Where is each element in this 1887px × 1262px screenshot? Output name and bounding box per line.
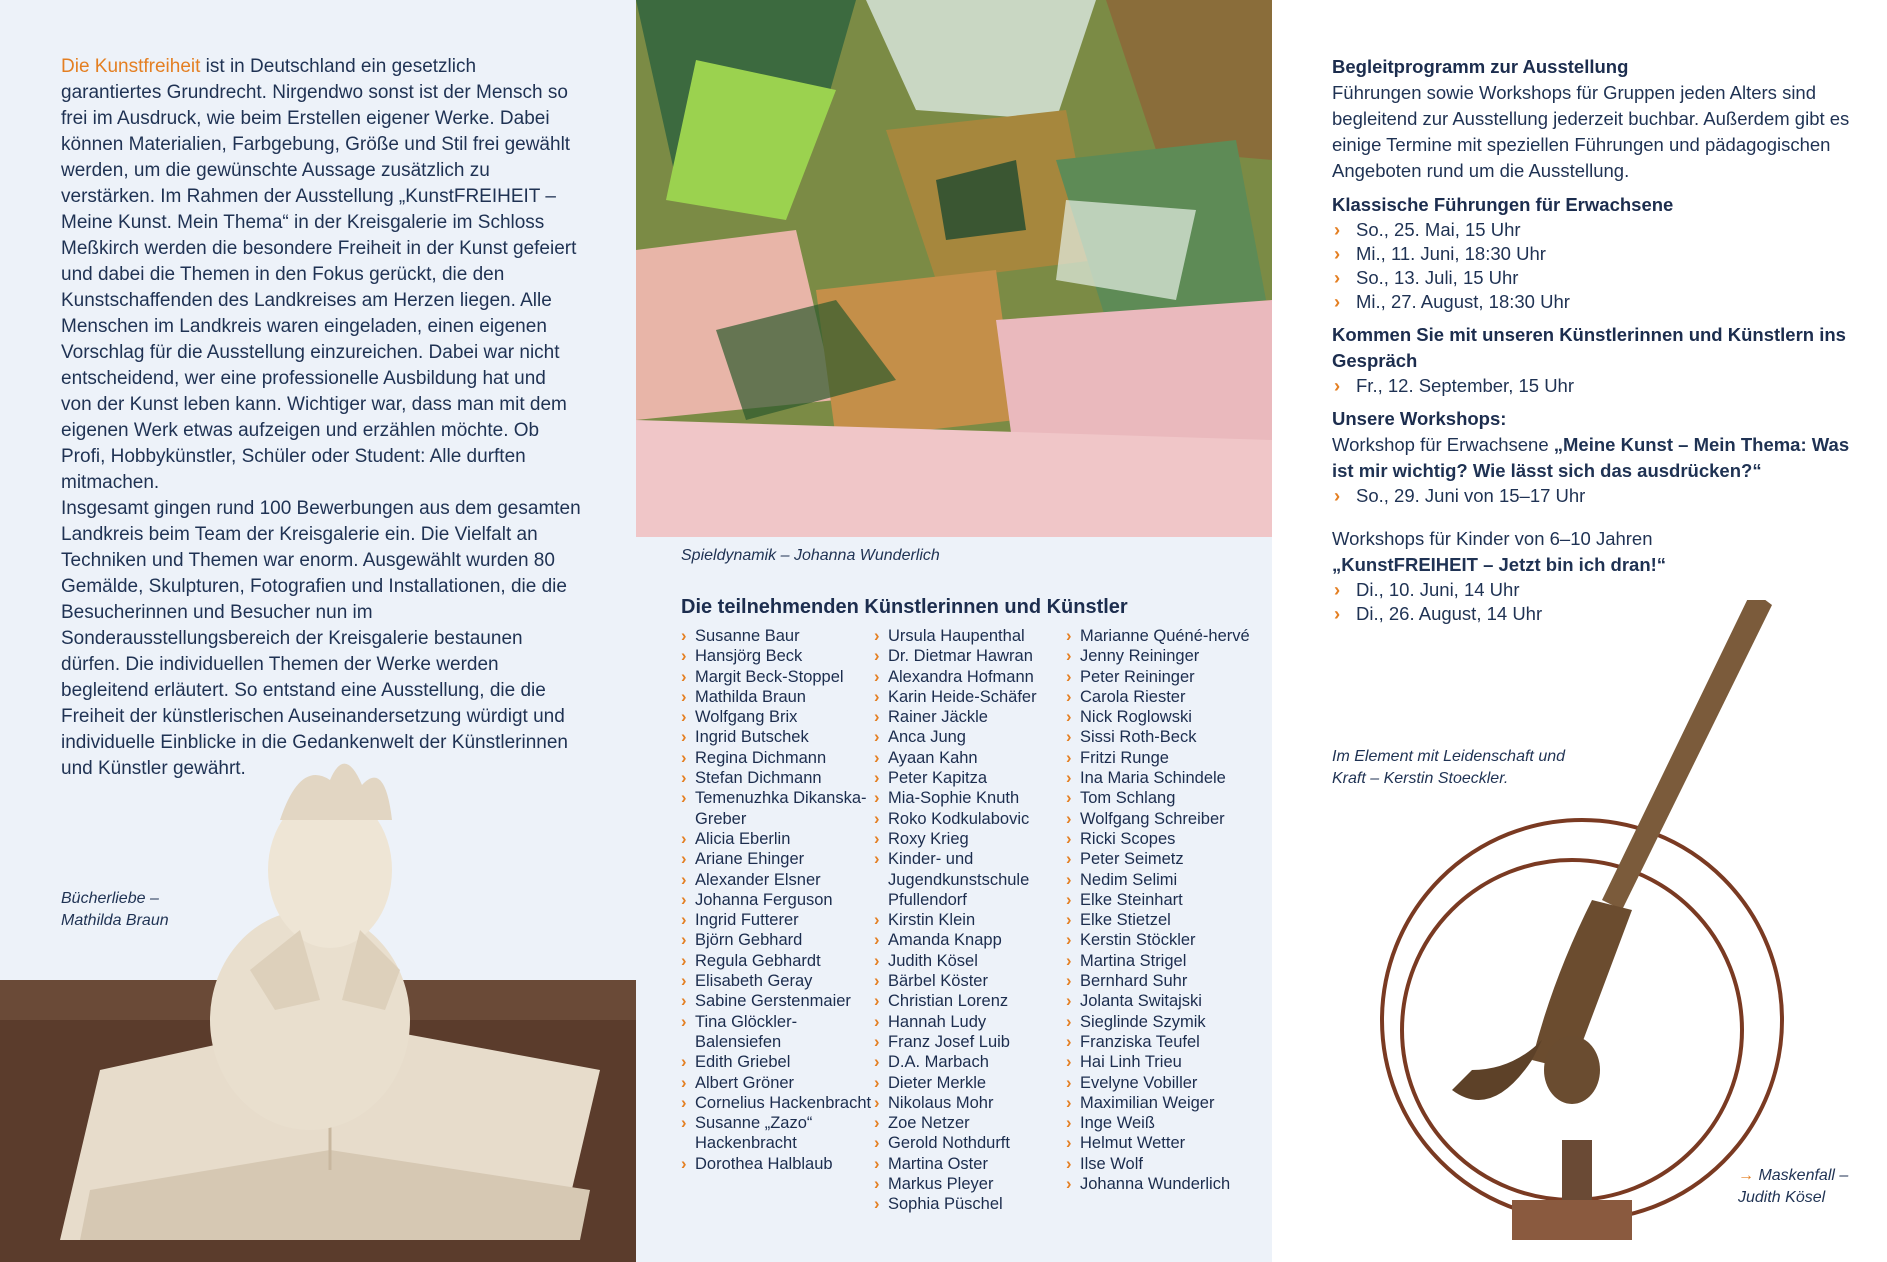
list-item-text: › Ingrid Futterer — [695, 911, 799, 930]
list-item — [874, 991, 1069, 1011]
list-item — [874, 687, 1069, 707]
list-item — [874, 727, 1069, 747]
painting-image — [636, 0, 1272, 537]
list-item-text: › Regina Dichmann — [695, 748, 827, 767]
list-item-text: › Kirstin Klein — [888, 911, 976, 930]
list-item — [1066, 1032, 1251, 1052]
list-item — [681, 707, 876, 727]
list-item — [681, 849, 876, 869]
list-item-text: › Susanne Baur — [695, 627, 800, 645]
list-item — [874, 646, 1069, 666]
maskenfall-caption: → Maskenfall – Judith Kösel — [1738, 1167, 1849, 1206]
list-item — [874, 910, 1069, 930]
list-item — [681, 626, 876, 646]
list-item — [1066, 646, 1251, 666]
list-item-text: › Maximilian Weiger — [1080, 1093, 1215, 1112]
list-item — [1066, 951, 1251, 971]
list-item — [1332, 484, 1852, 508]
list-item-text: › Stefan Dichmann — [695, 769, 822, 788]
list-item-text: › Mathilda Braun — [695, 687, 806, 706]
list-item-text: › Ayaan Kahn — [888, 748, 978, 767]
classic-dates — [1332, 218, 1852, 314]
list-item-text: › Sophia Püschel — [888, 1195, 1003, 1214]
list-item-text: So., 13. Juli, 15 Uhr — [1356, 267, 1519, 288]
list-item — [681, 1052, 876, 1072]
list-item — [681, 951, 876, 971]
artists-title: Die teilnehmenden Künstlerinnen und Künstler — [681, 596, 1128, 618]
list-item-text: › Elke Stietzel — [1080, 911, 1171, 930]
artists-column-b — [874, 626, 1069, 1215]
intro-highlight: Die Kunstfreiheit — [61, 56, 201, 77]
list-item-text: › Ingrid Butschek — [695, 728, 809, 747]
list-item-text: › Alicia Eberlin — [695, 829, 791, 848]
list-item-text: › Ariane Ehinger — [695, 850, 805, 869]
list-item — [1066, 1174, 1251, 1194]
book-sculpture-illustration — [0, 740, 636, 1262]
list-item — [681, 930, 876, 950]
maskenfall-arrow: → — [1738, 1167, 1754, 1184]
list-item — [1332, 242, 1852, 266]
list-item-text: › Anca Jung — [888, 728, 966, 747]
artists-column-a — [681, 626, 876, 1174]
list-item — [681, 748, 876, 768]
maskenfall-sculpture-image — [1272, 600, 1887, 1240]
list-item — [874, 1032, 1069, 1052]
list-item-text: › Ricki Scopes — [1080, 829, 1176, 848]
list-item-text: › Martina Oster — [888, 1154, 988, 1173]
list-item — [874, 1012, 1069, 1032]
list-item-text: › Ursula Haupenthal — [888, 627, 1025, 645]
list-item-text: › Edith Griebel — [695, 1053, 791, 1072]
list-item — [1066, 930, 1251, 950]
list-item-text: Di., 10. Juni, 14 Uhr — [1356, 579, 1520, 600]
list-item — [1066, 809, 1251, 829]
list-item-text: › Johanna Wunderlich — [1080, 1175, 1231, 1194]
list-item-text: › Jolanta Switajski — [1080, 992, 1202, 1011]
list-item-text: › Ilse Wolf — [1080, 1154, 1143, 1173]
painting-illustration — [636, 0, 1272, 537]
list-item — [681, 646, 876, 666]
list-item — [1332, 218, 1852, 242]
intro-lead: ist in Deutschland ein gesetzlich garantiertes Grundrecht. Nirgendwo sonst ist der Mensch so frei im Ausdruck, wie beim Erstellen eigener Werke. Dabei können Materialien, Farbgebung, Größe und Stil frei gewählt werden, um die gewünschte Aussage zusätzlich zu verstärken. Im Rahmen der Ausstellung „KunstFREIHEIT – Meine Kunst. Mein Thema“ in der Kreisgalerie im Schloss Meßkirch werden die besondere Freiheit in der Kunst gefeiert und dabei die Themen in den Fokus gerückt, die den Kunstschaffenden des Landkreises am Herzen liegen. Alle Menschen im Landkreis waren eingeladen, einen eigenen Vorschlag für die Ausstellung einzureichen. Dabei war nicht entscheidend, wer eine professionelle Ausbildung hat und von der Kunst leben kann. Wichtiger war, dass man mit dem eigenen Werk etwas aufzeigen und erzählen möchte. Ob Profi, Hobbykünstler, Schüler oder Student: Alle durften mitmachen. — [61, 56, 577, 493]
list-item — [874, 748, 1069, 768]
list-item-text: › Kerstin Stöckler — [1080, 931, 1196, 950]
list-item-text: › Peter Reininger — [1080, 667, 1195, 686]
list-item-text: › Jenny Reininger — [1080, 647, 1200, 666]
list-item-text: So., 29. Juni von 15–17 Uhr — [1356, 485, 1586, 506]
list-item — [1066, 727, 1251, 747]
list-item — [874, 1113, 1069, 1133]
list-item — [1066, 748, 1251, 768]
list-item — [874, 951, 1069, 971]
book-sculpture-caption: Bücherliebe – Mathilda Braun — [61, 890, 169, 929]
list-item — [681, 687, 876, 707]
list-item-text: › Peter Seimetz — [1080, 850, 1184, 869]
list-item-text: › Wolfgang Schreiber — [1080, 809, 1225, 828]
list-item-text: › Markus Pleyer — [888, 1175, 994, 1194]
list-item-text: Mi., 27. August, 18:30 Uhr — [1356, 291, 1570, 312]
list-item-text: › Sieglinde Szymik — [1080, 1012, 1206, 1031]
list-item-text: › Marianne Quéné-hervé — [1080, 627, 1250, 645]
list-item-text: › Inge Weiß — [1080, 1114, 1155, 1133]
list-item — [874, 707, 1069, 727]
list-item-text: › Franz Josef Luib — [888, 1032, 1010, 1051]
list-item-text: › Hannah Ludy — [888, 1012, 987, 1031]
list-item-text: › Dorothea Halblaub — [695, 1154, 833, 1173]
list-item-text: › Christian Lorenz — [888, 992, 1009, 1011]
list-item — [1066, 1133, 1251, 1153]
list-item — [1332, 266, 1852, 290]
list-item-text: › Margit Beck-Stoppel — [695, 667, 844, 686]
list-item — [874, 768, 1069, 788]
list-item — [874, 1154, 1069, 1174]
list-item-text: › Nikolaus Mohr — [888, 1093, 994, 1112]
list-item-text: › Temenuzhka Dikanska-Greber — [695, 789, 867, 828]
talk-dates — [1332, 374, 1852, 398]
list-item — [1066, 971, 1251, 991]
list-item-text: › Carola Riester — [1080, 687, 1186, 706]
list-item-text: › Hansjörg Beck — [695, 647, 803, 666]
list-item — [874, 1052, 1069, 1072]
intro-paragraph-2: Insgesamt gingen rund 100 Bewerbungen aus dem gesamten Landkreis beim Team der Kreisgalerie ein. Die Vielfalt an Techniken und Themen war enorm. Ausgewählt wurden 80 Gemälde, Skulpturen, Fotografien und Installationen, die die Besucherinnen und Besucher nun im Sonderausstellungsbereich der Kreisgalerie bestaunen dürfen. Die individuellen Themen der Werke werden begleitend erläutert. So entstand eine Ausstellung, die die Freiheit der künstlerischen Auseinandersetzung würdigt und individuelle Einblicke in die Gedankenwelt der Künstlerinnen und Künstler gewährt. — [61, 498, 581, 779]
list-item-text: › Amanda Knapp — [888, 931, 1002, 950]
list-item — [1066, 768, 1251, 788]
list-item — [1066, 991, 1251, 1011]
list-item-text: › Gerold Nothdurft — [888, 1134, 1010, 1153]
workshops — [1332, 406, 1852, 508]
program-section — [1332, 54, 1852, 634]
list-item-text: › Johanna Ferguson — [695, 890, 833, 909]
list-item-text: › Bärbel Köster — [888, 972, 988, 991]
list-item — [1066, 910, 1251, 930]
list-item-text: › Tom Schlang — [1080, 789, 1176, 808]
painting-caption: Spieldynamik – Johanna Wunderlich — [681, 547, 940, 564]
list-item-text: › Cornelius Hackenbracht — [695, 1093, 872, 1112]
list-item-text: Fr., 12. September, 15 Uhr — [1356, 375, 1574, 396]
list-item — [874, 971, 1069, 991]
list-item — [681, 727, 876, 747]
adult-workshop — [1332, 432, 1852, 484]
list-item-text: › Regula Gebhardt — [695, 951, 821, 970]
list-item-text: › Björn Gebhard — [695, 931, 803, 950]
list-item-text: › Roko Kodkulabovic — [888, 809, 1030, 828]
list-item-text: › Sabine Gerstenmaier — [695, 992, 851, 1011]
list-item — [681, 1012, 876, 1053]
list-item-text: › Karin Heide-Schäfer — [888, 687, 1037, 706]
list-item-text: › Dieter Merkle — [888, 1073, 987, 1092]
list-item — [874, 1093, 1069, 1113]
list-item — [1066, 849, 1251, 869]
list-item — [681, 971, 876, 991]
list-item-text: › Evelyne Vobiller — [1080, 1073, 1198, 1092]
list-item — [681, 910, 876, 930]
list-item-text: › Nick Roglowski — [1080, 708, 1192, 727]
list-item — [681, 1154, 876, 1174]
list-item — [1066, 667, 1251, 687]
element-caption: Im Element mit Leidenschaft und Kraft – Kerstin Stoeckler. — [1332, 748, 1566, 787]
list-item-text: › Peter Kapitza — [888, 769, 988, 788]
list-item-text: › Franziska Teufel — [1080, 1032, 1200, 1051]
list-item — [1066, 870, 1251, 890]
adult-workshop-dates — [1332, 484, 1852, 508]
list-item-text: › Bernhard Suhr — [1080, 972, 1188, 991]
list-item — [1066, 1113, 1251, 1133]
list-item — [681, 870, 876, 890]
list-item — [874, 1194, 1069, 1214]
list-item-text: › Elke Steinhart — [1080, 890, 1183, 909]
list-item-text: › Rainer Jäckle — [888, 708, 988, 727]
list-item-text: › Judith Kösel — [888, 951, 978, 970]
list-item — [681, 991, 876, 1011]
list-item-text: › Mia-Sophie Knuth — [888, 789, 1020, 808]
list-item-text: › Elisabeth Geray — [695, 972, 813, 991]
list-item — [1066, 1093, 1251, 1113]
list-item — [1332, 374, 1852, 398]
list-item — [874, 626, 1069, 646]
list-item — [1332, 578, 1852, 602]
list-item — [681, 829, 876, 849]
list-item-text: › Ina Maria Schindele — [1080, 769, 1226, 788]
list-item-text: Mi., 11. Juni, 18:30 Uhr — [1356, 243, 1546, 264]
middle-column — [636, 0, 1272, 1262]
list-item — [874, 829, 1069, 849]
list-item — [874, 809, 1069, 829]
list-item — [874, 930, 1069, 950]
intro-text — [61, 54, 581, 782]
list-item-text: › Sissi Roth-Beck — [1080, 728, 1197, 747]
adult-workshop-prefix: Workshop für Erwachsene — [1332, 434, 1554, 455]
list-item — [1066, 1154, 1251, 1174]
list-item — [681, 1113, 876, 1154]
kids-workshop-label: Workshops für Kinder von 6–10 Jahren — [1332, 528, 1653, 549]
list-item-text: › Wolfgang Brix — [695, 708, 798, 727]
program-heading: Begleitprogramm zur Ausstellung — [1332, 56, 1629, 77]
list-item — [1066, 1012, 1251, 1032]
adult-workshop-title: „Meine Kunst – Mein Thema: Was ist mir wichtig? Wie lässt sich das ausdrücken?“ — [1332, 434, 1850, 481]
list-item — [1332, 290, 1852, 314]
list-item-text: › Fritzi Runge — [1080, 748, 1169, 767]
list-item — [1066, 788, 1251, 808]
list-item-text: › Alexandra Hofmann — [888, 667, 1034, 686]
list-item — [681, 1093, 876, 1113]
list-item-text: › Zoe Netzer — [888, 1114, 970, 1133]
intro-paragraph-1 — [61, 54, 581, 496]
list-item-text: › Kinder- und Jugendkunstschule Pfullendorf — [888, 850, 1030, 909]
list-item — [874, 788, 1069, 808]
list-item — [874, 1073, 1069, 1093]
right-column — [1272, 0, 1887, 1262]
list-item — [681, 890, 876, 910]
list-item — [1066, 1073, 1251, 1093]
list-item-text: › Hai Linh Trieu — [1080, 1053, 1182, 1072]
workshops-heading: Unsere Workshops: — [1332, 408, 1507, 429]
list-item — [1066, 707, 1251, 727]
talk-heading: Kommen Sie mit unseren Künstlerinnen und Künstlern ins Gespräch — [1332, 324, 1846, 371]
list-item — [681, 788, 876, 829]
list-item — [874, 1174, 1069, 1194]
list-item — [874, 849, 1069, 910]
list-item-text: So., 25. Mai, 15 Uhr — [1356, 219, 1521, 240]
list-item-text: Di., 26. August, 14 Uhr — [1356, 603, 1543, 624]
list-item-text: › Albert Gröner — [695, 1073, 795, 1092]
list-item — [874, 1133, 1069, 1153]
list-item-text: › Susanne „Zazo“ Hackenbracht — [695, 1114, 813, 1153]
left-column — [0, 0, 636, 1262]
list-item — [1066, 890, 1251, 910]
list-item — [1066, 1052, 1251, 1072]
list-item-text: › Martina Strigel — [1080, 951, 1187, 970]
classic-heading: Klassische Führungen für Erwachsene — [1332, 194, 1674, 215]
program-intro — [1332, 54, 1852, 184]
list-item — [1066, 626, 1251, 646]
list-item-text: › Roxy Krieg — [888, 829, 969, 848]
list-item-text: › Helmut Wetter — [1080, 1134, 1186, 1153]
list-item-text: › Dr. Dietmar Hawran — [888, 647, 1033, 666]
book-sculpture-image — [0, 740, 636, 1262]
list-item-text: › D.A. Marbach — [888, 1053, 989, 1072]
list-item-text: › Alexander Elsner — [695, 870, 821, 889]
list-item-text: › Tina Glöckler-Balensiefen — [695, 1012, 798, 1051]
list-item — [681, 1073, 876, 1093]
artists-column-c — [1066, 626, 1251, 1194]
list-item — [874, 667, 1069, 687]
artist-talk — [1332, 322, 1852, 398]
classic-tours — [1332, 192, 1852, 314]
list-item — [1066, 829, 1251, 849]
list-item — [1066, 687, 1251, 707]
program-intro-text: Führungen sowie Workshops für Gruppen jeden Alters sind begleitend zur Ausstellung jederzeit buchbar. Außerdem gibt es einige Termine mit speziellen Führungen und pädagogischen Angeboten rund um die Ausstellung. — [1332, 82, 1850, 181]
list-item-text: › Nedim Selimi — [1080, 870, 1178, 889]
list-item — [681, 768, 876, 788]
kids-workshop-title: „KunstFREIHEIT – Jetzt bin ich dran!“ — [1332, 554, 1667, 575]
list-item — [681, 667, 876, 687]
